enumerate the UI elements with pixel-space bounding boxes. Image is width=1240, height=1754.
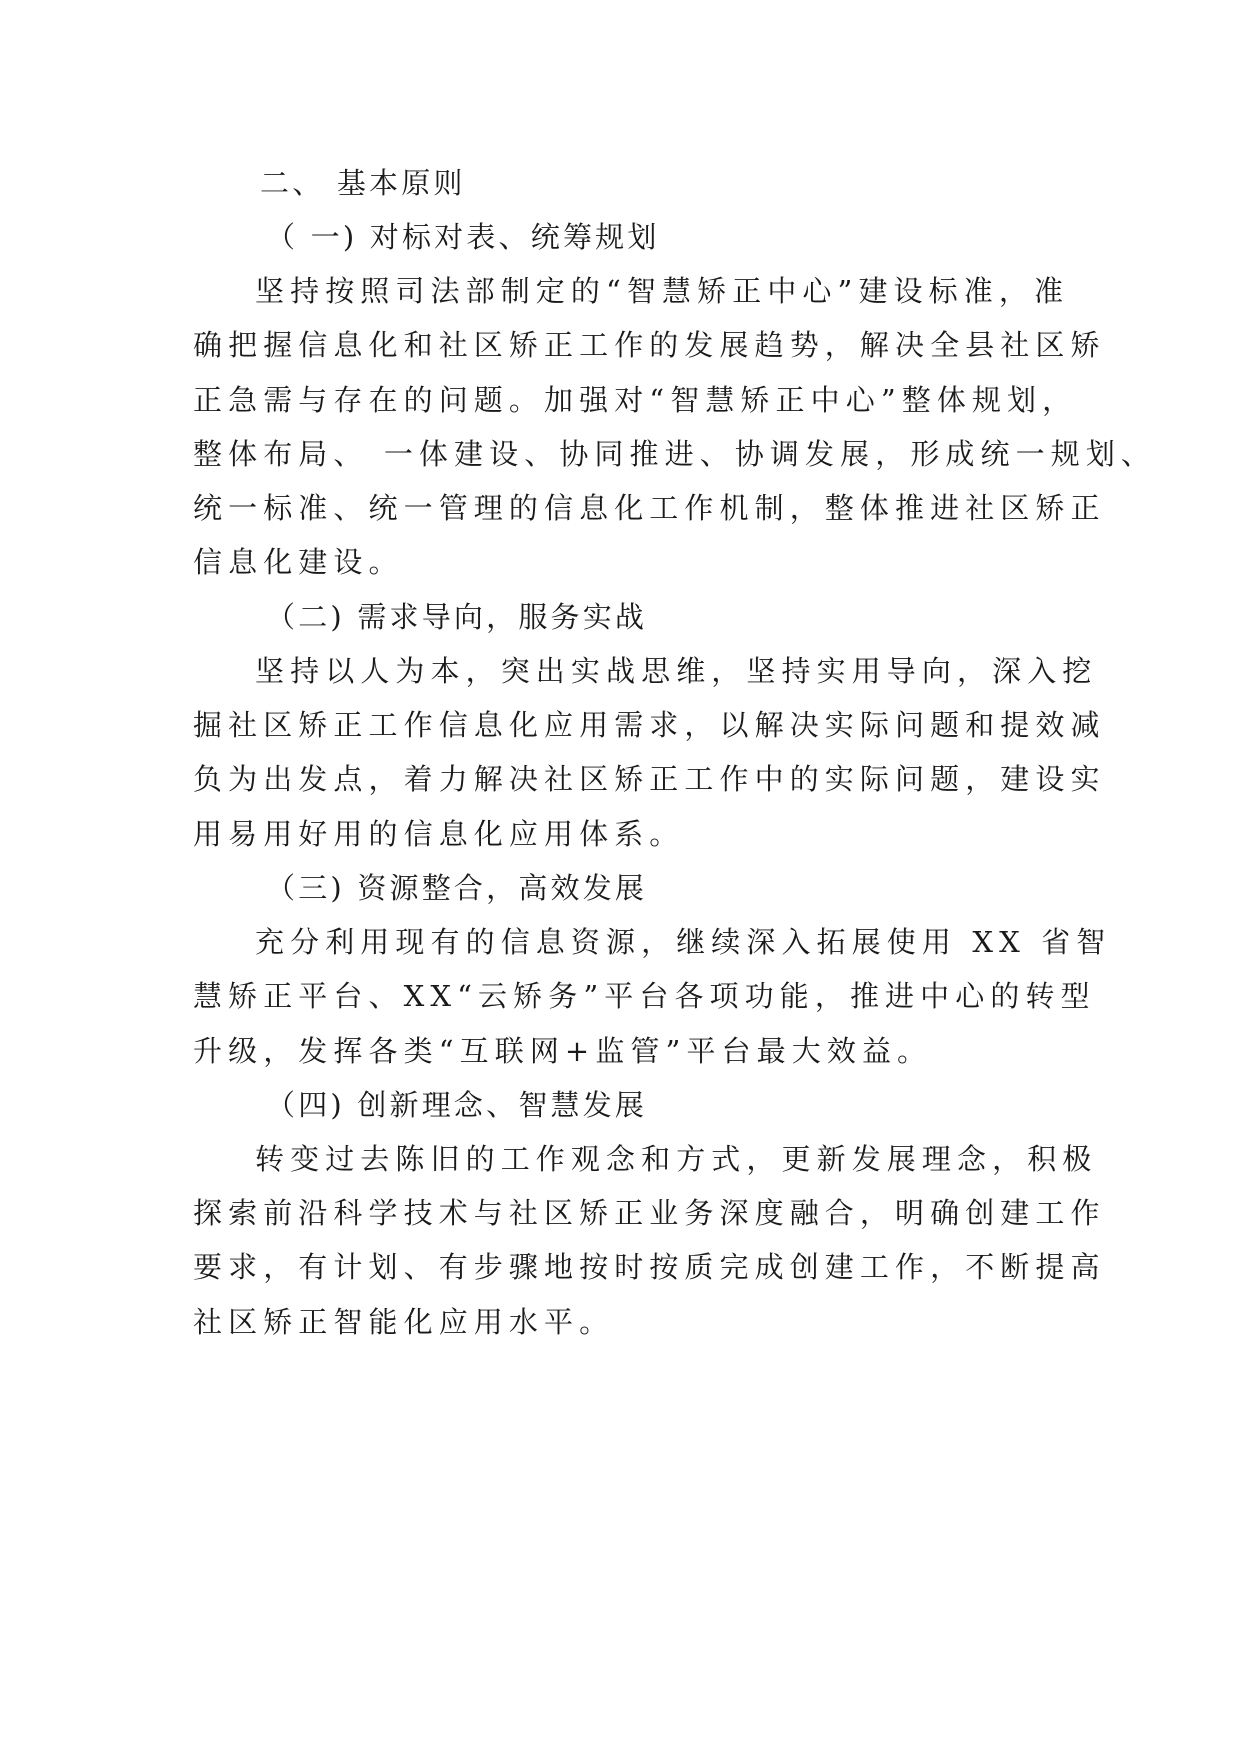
paragraph-1 (193, 264, 1157, 590)
paragraph-line: 正急需与存在的问题。加强对“智慧矫正中心”整体规划， (193, 382, 1078, 417)
paragraph-line: 坚持以人为本，突出实战思维，坚持实用导向，深入挖 (255, 653, 1098, 688)
paragraph-line: 确把握信息化和社区矫正工作的发展趋势，解决全县社区矫 (193, 328, 1106, 363)
paragraph-line: 慧矫正平台、XX“云矫务”平台各项功能，推进中心的转型 (193, 979, 1096, 1014)
paragraph-line: 坚持按照司法部制定的“智慧矫正中心”建设标准，准 (255, 274, 1070, 308)
paragraph-line: 要求，有计划、有步骤地按时按质完成创建工作，不断提高 (193, 1250, 1106, 1285)
document-body (193, 156, 1157, 1349)
paragraph-line: 升级，发挥各类“互联网+监管”平台最大效益。 (193, 1033, 933, 1068)
paragraph-line: 充分利用现有的信息资源，继续深入拓展使用 XX 省智 (255, 924, 1112, 959)
paragraph-2 (193, 644, 1106, 861)
paragraph-line: 整体布局、 一体建设、协同推进、协调发展，形成统一规划、 (193, 436, 1157, 471)
subsection-heading-3: （三) 资源整合，高效发展 (266, 870, 648, 905)
paragraph-line: 信息化建设。 (193, 545, 404, 580)
paragraph-line: 掘社区矫正工作信息化应用需求，以解决实际问题和提效减 (193, 708, 1106, 743)
subsection-heading-2: （二) 需求导向，服务实战 (266, 599, 648, 634)
subsection-heading-1: （ 一) 对标对表、统筹规划 (266, 220, 660, 254)
paragraph-line: 社区矫正智能化应用水平。 (193, 1304, 615, 1339)
paragraph-3 (193, 915, 1112, 1078)
section-title: 二、 基本原则 (260, 166, 466, 200)
paragraph-line: 统一标准、统一管理的信息化工作机制，整体推进社区矫正 (193, 491, 1106, 526)
paragraph-line: 探索前沿科学技术与社区矫正业务深度融合，明确创建工作 (193, 1196, 1106, 1231)
paragraph-line: 负为出发点，着力解决社区矫正工作中的实际问题，建设实 (193, 762, 1106, 797)
subsection-heading-4: （四) 创新理念、智慧发展 (266, 1087, 648, 1122)
paragraph-line: 转变过去陈旧的工作观念和方式，更新发展理念，积极 (255, 1141, 1098, 1176)
paragraph-4 (193, 1132, 1106, 1349)
paragraph-line: 用易用好用的信息化应用体系。 (193, 816, 685, 851)
